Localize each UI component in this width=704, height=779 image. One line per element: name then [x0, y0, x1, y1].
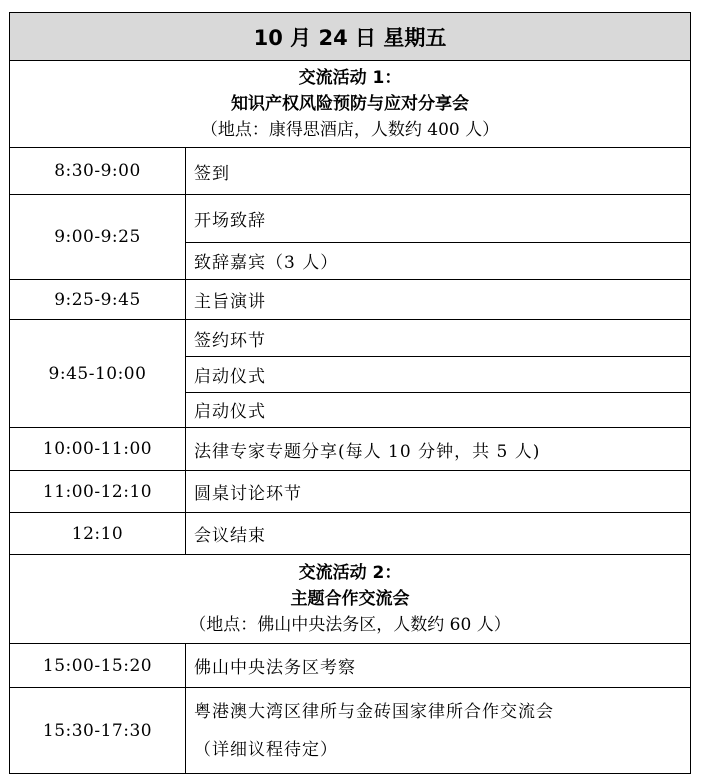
agenda-item: 启动仪式 — [185, 356, 690, 393]
agenda-item: 签约环节 — [185, 320, 690, 357]
time-cell: 11:00-12:10 — [10, 471, 186, 512]
agenda-item — [185, 688, 690, 773]
time-cell: 8:30-9:00 — [10, 148, 186, 194]
section-2-heading — [9, 555, 691, 644]
agenda-item: 会议结束 — [194, 526, 266, 546]
agenda-item: 致辞嘉宾（3 人） — [194, 253, 339, 273]
agenda-item: 开场致辞 — [185, 195, 690, 243]
table-row — [9, 471, 691, 513]
agenda-item-note: （详细议程待定） — [194, 739, 338, 760]
time-cell: 9:00-9:25 — [10, 195, 186, 279]
section-2-subtitle: 主题合作交流会 — [290, 589, 410, 609]
time-cell: 15:30-17:30 — [10, 688, 186, 773]
agenda-item-line: 粤港澳大湾区律所与金砖国家律所合作交流会 — [194, 701, 554, 722]
table-row — [9, 688, 691, 774]
agenda-item: 主旨演讲 — [194, 292, 266, 312]
section-1-location: （地点：康得思酒店，人数约 400 人） — [200, 120, 500, 140]
time-cell: 10:00-11:00 — [10, 428, 186, 470]
date-header — [9, 12, 691, 61]
section-2-title: 交流活动 2： — [298, 563, 402, 583]
agenda-item: 佛山中央法务区考察 — [194, 658, 356, 678]
section-1-subtitle: 知识产权风险预防与应对分享会 — [231, 94, 469, 114]
table-row — [9, 428, 691, 471]
section-2-location: （地点：佛山中央法务区，人数约 60 人） — [189, 615, 511, 635]
table-row — [9, 644, 691, 688]
agenda-item: 签到 — [194, 163, 230, 184]
section-1-heading — [9, 61, 691, 148]
agenda-item: 启动仪式 — [194, 402, 266, 422]
table-row — [9, 513, 691, 555]
table-row — [9, 320, 691, 428]
table-row — [9, 148, 691, 195]
time-cell: 15:00-15:20 — [10, 644, 186, 687]
table-row — [9, 195, 691, 280]
agenda-item: 法律专家专题分享(每人 10 分钟，共 5 人) — [194, 441, 541, 462]
time-cell: 9:45-10:00 — [10, 320, 186, 427]
time-cell: 9:25-9:45 — [10, 280, 186, 319]
section-1-title: 交流活动 1： — [298, 68, 402, 88]
table-row — [9, 280, 691, 320]
date-title: 10 月 24 日 星期五 — [253, 25, 447, 50]
schedule-table — [9, 12, 691, 774]
time-cell: 12:10 — [10, 513, 186, 554]
agenda-item: 圆桌讨论环节 — [194, 484, 302, 504]
